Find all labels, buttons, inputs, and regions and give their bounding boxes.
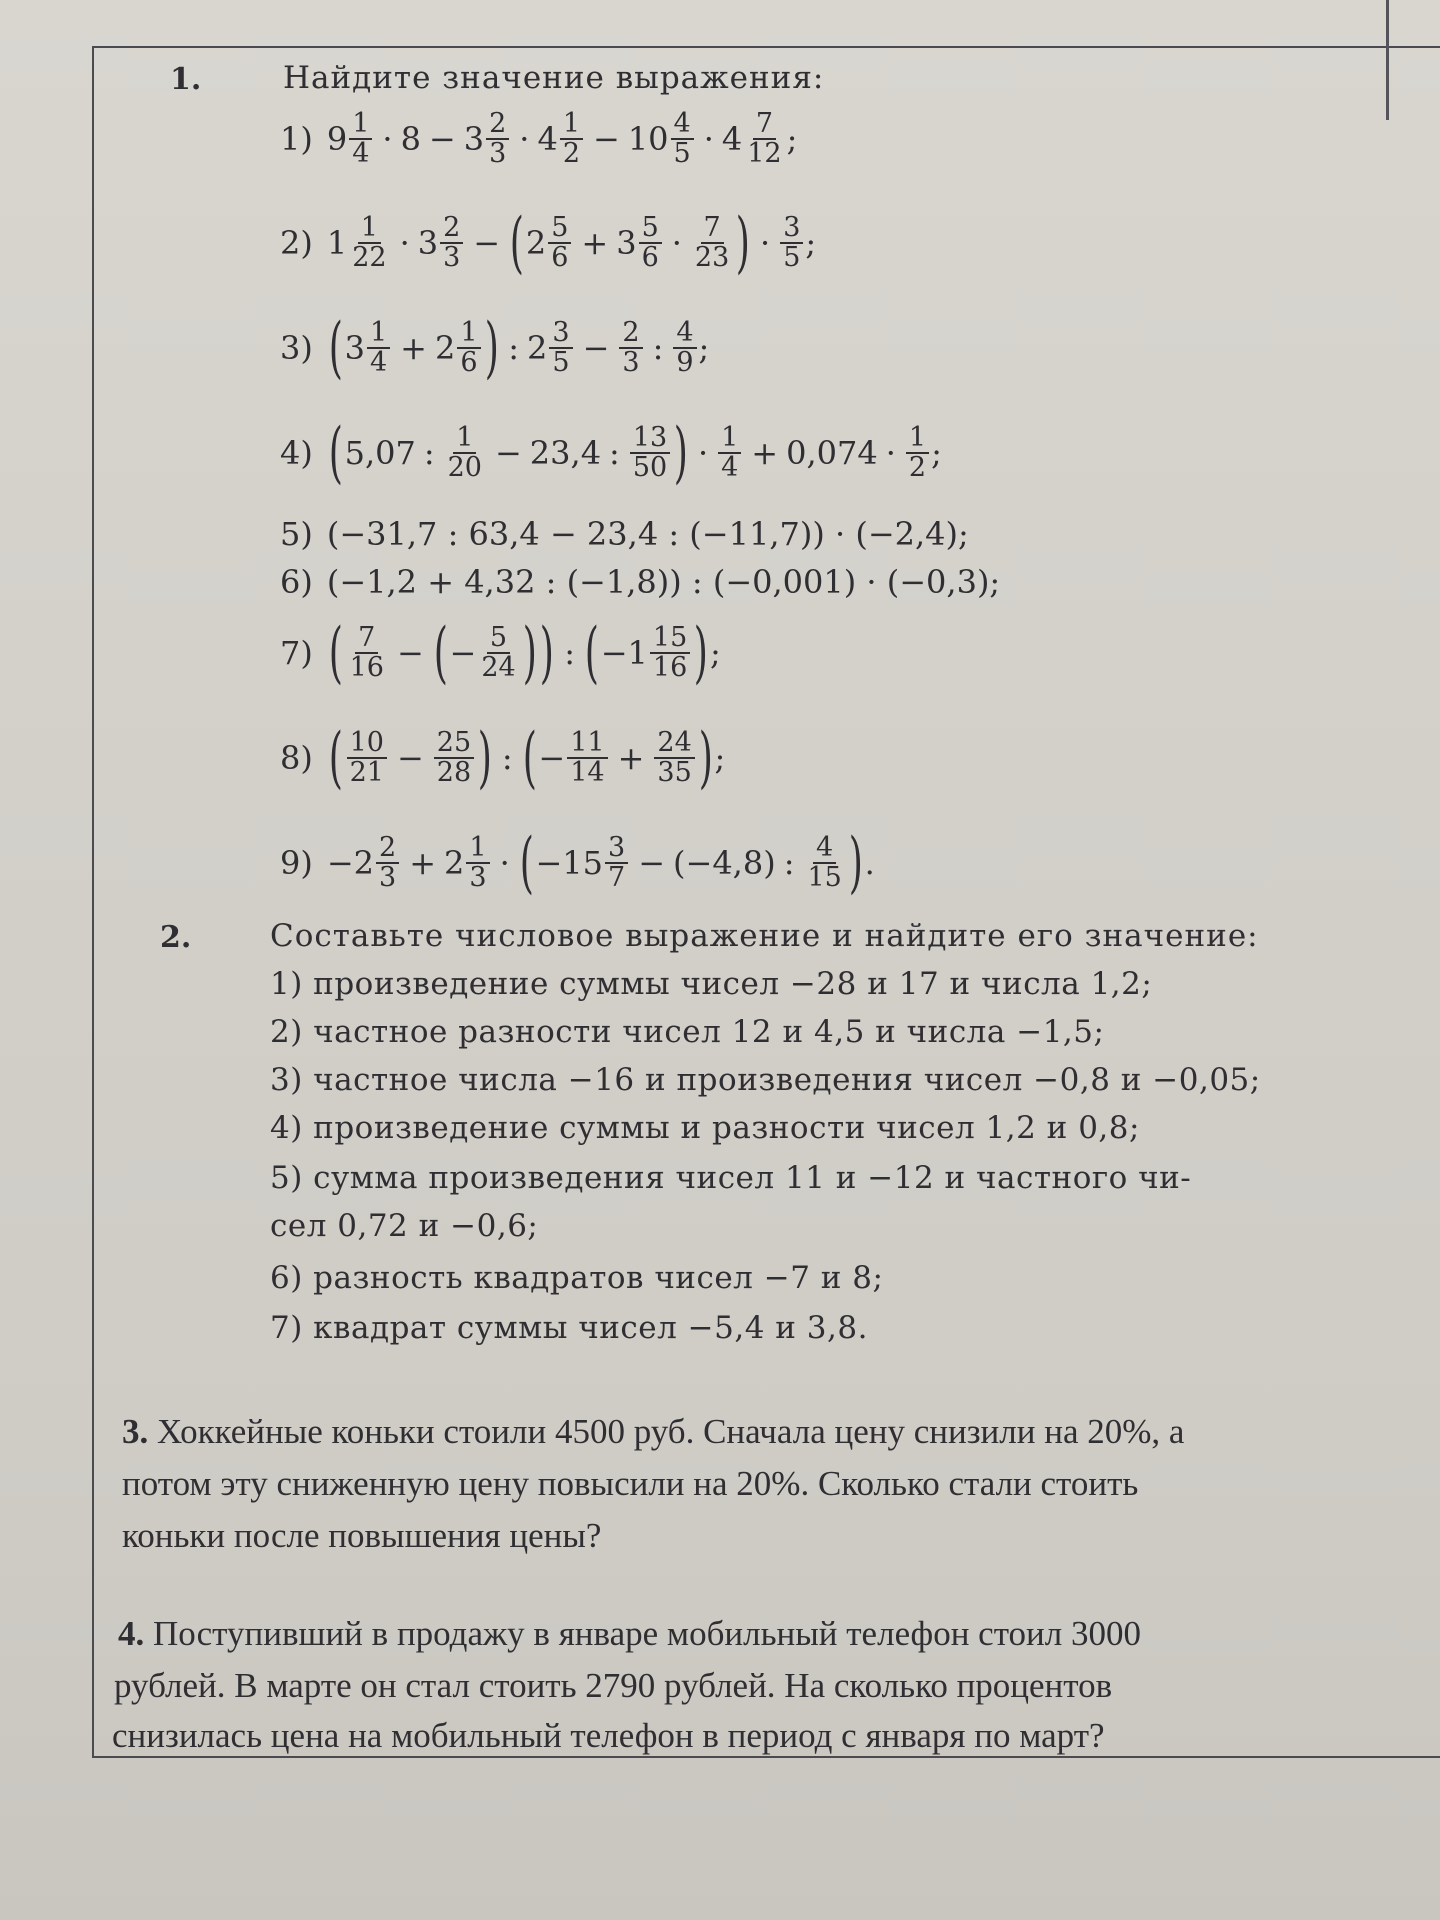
task1-item-3: 3) ( 3 $\frac{1}{4}$ + 2 $\frac{1}{6}$ ) : 2 $\frac{3}{5}$ − $\frac{2}{3}$ : $\frac{4}{9}$ ; xyxy=(280,309,710,386)
task2-number: 2. xyxy=(160,920,192,955)
task4-line-3: снизилась цена на мобильный телефон в период с января по март? xyxy=(112,1716,1105,1755)
task3-number: 3. xyxy=(122,1412,149,1451)
task2-line-7: 7) квадрат суммы чисел −5,4 и 3,8. xyxy=(270,1310,868,1346)
task1-item-2: 2) 1 $\frac{1}{22}$ · 3 $\frac{2}{3}$ − ( 2 $\frac{5}{6}$ + 3 $\frac{5}{6}$ · $\frac{7}{23}$ ) · $\frac{3}{5}$ ; xyxy=(280,204,817,281)
task3-line-1: 3. Хоккейные коньки стоили 4500 руб. Сначала цену снизили на 20%, а xyxy=(122,1412,1185,1451)
task2-line-5: 5) сумма произведения чисел 11 и −12 и частного чи- xyxy=(270,1160,1192,1196)
task4-line-1: 4. Поступивший в продажу в январе мобильный телефон стоил 3000 xyxy=(118,1614,1141,1653)
task1-item-6: 6) (−1,2 + 4,32 : (−1,8)) : (−0,001) · (−0,3); xyxy=(280,563,1001,601)
task1-item-8: 8) ( $\frac{10}{21}$ − $\frac{25}{28}$ ) : ( − $\frac{11}{14}$ + $\frac{24}{35}$ ) ; xyxy=(280,719,726,796)
task1-item-7: 7) ( $\frac{7}{16}$ − ( − $\frac{5}{24}$ ) ) : ( −1 $\frac{15}{16}$ ) ; xyxy=(280,614,721,691)
task4-number: 4. xyxy=(118,1614,145,1653)
task1-heading: Найдите значение выражения: xyxy=(283,60,825,96)
task1-item-4: 4) ( 5,07 : $\frac{1}{20}$ − 23,4 : $\frac{13}{50}$ ) · $\frac{1}{4}$ + 0,074 · $\frac{1}{2}$ ; xyxy=(280,414,942,491)
task2-heading: Составьте числовое выражение и найдите его значение: xyxy=(270,918,1259,954)
task2-line-6: 6) разность квадратов чисел −7 и 8; xyxy=(270,1260,884,1296)
task1-number: 1. xyxy=(170,62,202,97)
task2-line-4: 4) произведение суммы и разности чисел 1,2 и 0,8; xyxy=(270,1110,1140,1146)
task2-line-1: 1) произведение суммы чисел −28 и 17 и числа 1,2; xyxy=(270,966,1153,1002)
task1-item-9: 9) −2 $\frac{2}{3}$ + 2 $\frac{1}{3}$ · ( −15 $\frac{3}{7}$ − (−4,8) : $\frac{4}{15}$ ) . xyxy=(280,824,875,901)
frame-right-line xyxy=(1386,0,1389,120)
task4-line-2: рублей. В марте он стал стоить 2790 рублей. На сколько процентов xyxy=(114,1666,1113,1705)
task1-item-1: 1) 9 $\frac{1}{4}$ · 8 − 3 $\frac{2}{3}$ · 4 $\frac{1}{2}$ − 10 $\frac{4}{5}$ · 4 $\frac{7}{12}$ ; xyxy=(280,108,798,170)
task1-item-5: 5) (−31,7 : 63,4 − 23,4 : (−11,7)) · (−2,4); xyxy=(280,515,969,553)
task2-line-5-cont: сел 0,72 и −0,6; xyxy=(270,1208,539,1244)
task3-line-2: потом эту сниженную цену повысили на 20%. Сколько стали стоить xyxy=(122,1464,1139,1503)
task2-line-3: 3) частное числа −16 и произведения чисел −0,8 и −0,05; xyxy=(270,1062,1261,1098)
task3-line-3: коньки после повышения цены? xyxy=(122,1516,602,1555)
task2-line-2: 2) частное разности чисел 12 и 4,5 и числа −1,5; xyxy=(270,1014,1105,1050)
